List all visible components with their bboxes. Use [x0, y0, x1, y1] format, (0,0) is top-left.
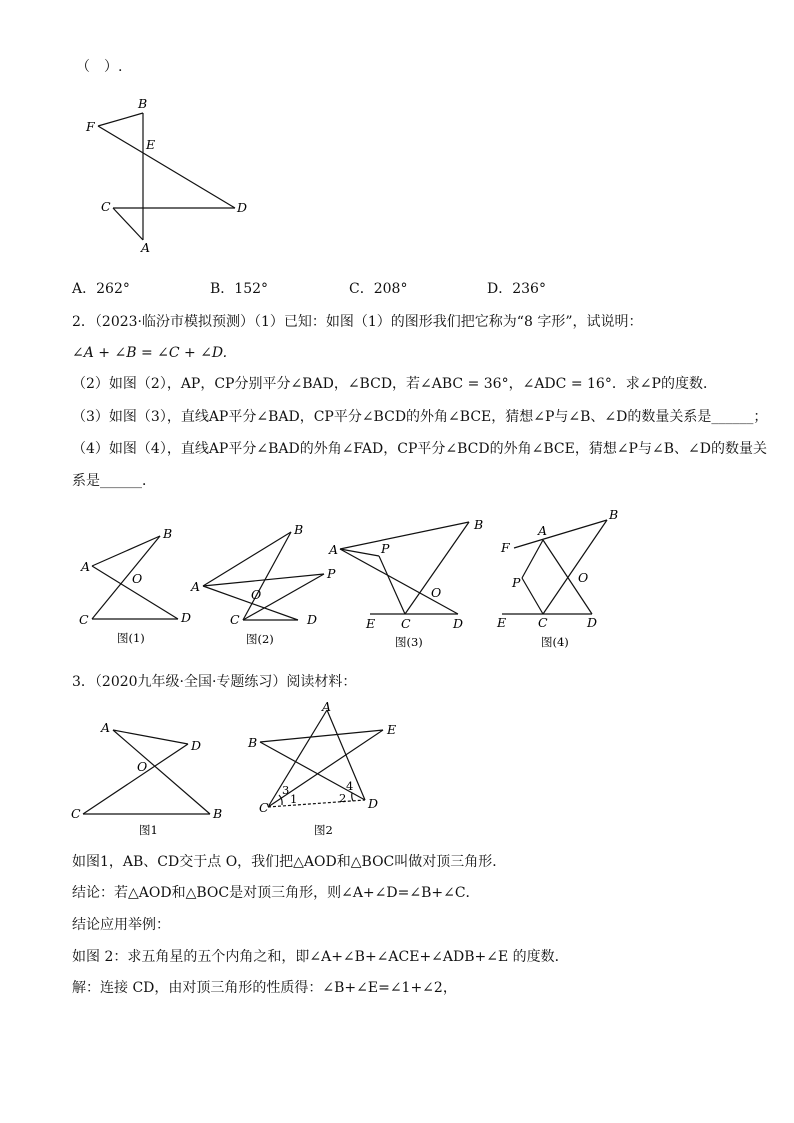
svg-text:E: E	[366, 616, 376, 631]
svg-text:B: B	[609, 507, 619, 522]
svg-text:D: D	[587, 615, 598, 630]
svg-text:B: B	[213, 806, 223, 821]
svg-text:A: A	[538, 523, 548, 538]
q1-label-e: E	[146, 137, 156, 152]
q1-label-b: B	[138, 96, 148, 111]
q3-figure-2	[247, 699, 396, 837]
q2-figure-3	[328, 517, 483, 649]
q1-segment-fd	[98, 126, 235, 208]
q2-line-5: （4）如图（4），直线AP平分∠BAD的外角∠FAD，CP平分∠BCD的外角∠BCE，猜想∠P与∠B、∠D的数量关	[72, 441, 767, 457]
q3-caption-1: 图1	[139, 823, 158, 837]
svg-text:D: D	[453, 616, 464, 631]
svg-text:D: D	[368, 796, 379, 811]
q2-line-6: 系是______．	[72, 473, 156, 489]
svg-text:O: O	[137, 759, 148, 774]
q1-option-a: A．262°	[72, 281, 130, 297]
q1-answer-paren: （ ）.	[76, 59, 123, 75]
svg-text:D: D	[307, 612, 318, 627]
q2-caption-3: 图(3)	[395, 635, 423, 649]
svg-text:E: E	[497, 615, 507, 630]
svg-text:D: D	[181, 610, 192, 625]
svg-text:C: C	[538, 615, 548, 630]
svg-text:A: A	[322, 699, 332, 714]
q3-angle-4: 4	[346, 779, 354, 793]
q1-label-c: C	[101, 199, 111, 214]
q3-angle-2: 2	[339, 791, 347, 805]
q2-line-1: 2．（2023·临汾市模拟预测）（1）已知：如图（1）的图形我们把它称为“8 字形”，试说明：	[72, 314, 643, 330]
q2-line-2: ∠A + ∠B = ∠C + ∠D.	[72, 345, 228, 361]
q1-option-d: D．236°	[487, 281, 546, 297]
q3-figure-1	[71, 720, 222, 837]
svg-text:O: O	[578, 570, 589, 585]
svg-text:A: A	[191, 579, 201, 594]
q1-label-a: A	[141, 240, 151, 255]
q1-label-f: F	[86, 119, 95, 134]
q2-caption-2: 图(2)	[246, 632, 274, 646]
svg-text:B: B	[474, 517, 484, 532]
svg-text:C: C	[71, 806, 81, 821]
svg-text:A: A	[329, 542, 339, 557]
svg-text:E: E	[387, 722, 397, 737]
q2-figure-2	[190, 522, 339, 646]
q3-paragraph-3: 结论应用举例：	[72, 917, 170, 933]
svg-text:B: B	[163, 526, 173, 541]
q3-paragraph-4: 如图 2：求五角星的五个内角之和，即∠A+∠B+∠ACE+∠ADB+∠E 的度数．	[72, 949, 569, 965]
svg-text:P: P	[327, 566, 336, 581]
q2-caption-4: 图(4)	[541, 635, 569, 649]
q1-segment-fb	[98, 113, 143, 126]
q3-caption-2: 图2	[314, 823, 333, 837]
q1-option-b: B．152°	[210, 281, 269, 297]
svg-text:C: C	[259, 800, 269, 815]
svg-text:P: P	[512, 575, 521, 590]
q3-title: 3．（2020九年级·全国·专题练习）阅读材料：	[72, 674, 357, 690]
q1-label-d: D	[237, 200, 248, 215]
svg-text:C: C	[230, 612, 240, 627]
svg-text:F: F	[501, 540, 510, 555]
svg-text:O: O	[431, 585, 442, 600]
q2-line-3: （2）如图（2），AP，CP分别平分∠BAD，∠BCD，若∠ABC = 36°，∠ADC = 16°．求∠P的度数．	[72, 376, 717, 392]
q3-paragraph-1: 如图1，AB、CD交于点 O，我们把△AOD和△BOC叫做对顶三角形．	[72, 854, 507, 870]
q1-option-c: C．208°	[349, 281, 408, 297]
svg-text:A: A	[101, 720, 111, 735]
q2-figure-4	[496, 507, 618, 649]
q2-line-4: （3）如图（3），直线AP平分∠BAD，CP平分∠BCD的外角∠BCE，猜想∠P与∠B、∠D的数量关系是______；	[72, 409, 768, 425]
svg-text:P: P	[381, 541, 390, 556]
q2-caption-1: 图(1)	[117, 631, 145, 645]
q3-angle-1: 1	[290, 792, 298, 806]
q3-paragraph-2: 结论：若△AOD和△BOC是对顶三角形，则∠A+∠D=∠B+∠C．	[72, 885, 480, 901]
svg-text:C: C	[79, 612, 89, 627]
svg-text:O: O	[251, 587, 262, 602]
svg-text:B: B	[248, 735, 258, 750]
svg-text:B: B	[294, 522, 304, 537]
svg-text:D: D	[191, 738, 202, 753]
q1-segment-ca	[113, 208, 143, 240]
svg-text:A: A	[81, 559, 91, 574]
svg-text:O: O	[132, 571, 143, 586]
q3-paragraph-5: 解：连接 CD，由对顶三角形的性质得：∠B+∠E=∠1+∠2，	[72, 980, 457, 996]
q3-angle-3: 3	[282, 783, 290, 797]
q2-figure-1	[79, 526, 191, 645]
svg-text:C: C	[401, 616, 411, 631]
